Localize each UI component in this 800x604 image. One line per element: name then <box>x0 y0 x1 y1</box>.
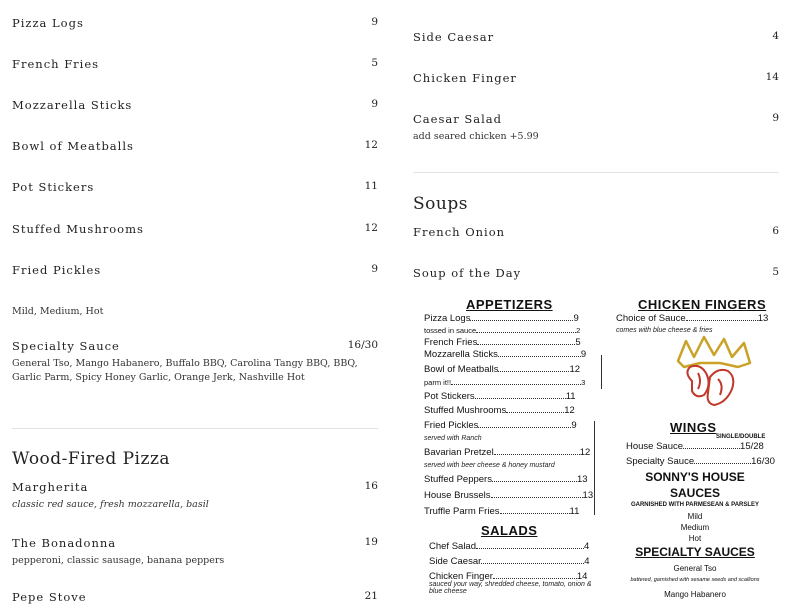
item-price: 5 <box>371 57 378 69</box>
crown-icon <box>678 337 750 367</box>
item-price: 6 <box>772 225 779 237</box>
menu-item <box>12 263 378 277</box>
menu-image-house-sauce: Hot <box>688 534 702 543</box>
menu-image-item: Stuffed Mushrooms 12 <box>424 405 575 416</box>
menu-image-house-sauce: Mild <box>687 512 703 521</box>
section-divider <box>12 428 378 429</box>
menu-item <box>12 57 378 71</box>
menu-image-item: Mozzarella Sticks 9 <box>424 349 587 360</box>
item-name: Fried Pickles <box>12 263 102 277</box>
menu-image-item: Side Caesar 4 <box>429 556 590 567</box>
item-name: Caesar Salad <box>413 112 503 126</box>
item-name: Side Caesar <box>413 30 495 44</box>
menu-image-item: Bowl of Meatballs 12 <box>424 364 581 375</box>
item-name: French Onion <box>413 225 506 239</box>
item-name: Bowl of Meatballs <box>12 139 134 153</box>
menu-image-wings-title: WINGS <box>670 420 717 435</box>
menu-image-item: French Fries 5 <box>424 337 581 348</box>
menu-image-house-sauce: Medium <box>680 523 710 532</box>
menu-image-item: Truffle Parm Fries 11 <box>424 506 580 517</box>
menu-image-specialty-sauce: General Tso <box>673 564 717 573</box>
menu-image-specialty-title: SPECIALTY SAUCES <box>635 545 755 559</box>
menu-image-appetizers-title: APPETIZERS <box>466 297 553 312</box>
item-price: 9 <box>371 263 378 275</box>
menu-image-item: Pizza Logs 9 <box>424 313 579 324</box>
menu-item <box>413 112 779 144</box>
menu-item <box>12 536 378 568</box>
menu-image-item: Pot Stickers 11 <box>424 391 576 402</box>
menu-item <box>413 30 779 44</box>
item-name: Pepe Stove <box>12 590 87 604</box>
item-name: Pizza Logs <box>12 16 84 30</box>
menu-item <box>413 225 779 239</box>
menu-image-item: Chef Salad 4 <box>429 541 590 552</box>
menu-image-note: served with Ranch <box>424 435 482 442</box>
menu-image-note: sauced your way, shredded cheese, tomato, onion & blue cheese <box>429 581 592 595</box>
item-price: 19 <box>364 536 378 548</box>
menu-image-item: Choice of Sauce 13 <box>616 313 769 324</box>
wing-sauces-note: Mild, Medium, Hot <box>12 306 104 317</box>
item-name: Mozzarella Sticks <box>12 98 133 112</box>
item-price: 9 <box>371 16 378 28</box>
menu-item <box>12 480 378 512</box>
item-price: 11 <box>364 180 378 192</box>
item-description: add seared chicken +5.99 <box>413 131 539 142</box>
item-name: Margherita <box>12 480 89 494</box>
menu-image-item: tossed in sauce 2 <box>424 326 581 335</box>
menu-image-item: Fried Pickles 9 <box>424 420 577 431</box>
item-description: pepperoni, classic sausage, banana peppers <box>12 555 225 566</box>
menu-image-item: parm it!! 3 <box>424 378 586 387</box>
section-divider <box>413 172 779 173</box>
item-name: Specialty Sauce <box>12 339 120 353</box>
item-price: 21 <box>364 590 378 602</box>
item-name: Soup of the Day <box>413 266 522 280</box>
menu-item-specialty-sauce <box>12 339 378 385</box>
item-name: Pot Stickers <box>12 180 95 194</box>
item-price: 14 <box>765 71 779 83</box>
menu-image-wings-size: SINGLE/DOUBLE <box>716 434 766 440</box>
menu-image-item: Chicken Finger 14 <box>429 571 588 582</box>
menu-item <box>12 16 378 30</box>
section-title-pizza: Wood-Fired Pizza <box>12 449 171 469</box>
menu-image-specialty-sauce: Mango Habanero <box>664 590 726 599</box>
menu-image-item: Specialty Sauce 16/30 <box>626 456 775 467</box>
item-price: 9 <box>772 112 779 124</box>
menu-image-note: comes with blue cheese & fries <box>616 327 713 334</box>
menu-item <box>12 222 378 236</box>
menu-item <box>12 139 378 153</box>
menu-image-item: House Brussels 13 <box>424 490 594 501</box>
menu-image-house-sauces-title-2: SAUCES <box>669 486 720 500</box>
menu-image-house-sauces-title-1: SONNY'S HOUSE <box>645 470 745 484</box>
item-description: General Tso, Mango Habanero, Buffalo BBQ, Carolina Tangy BBQ, BBQ, Garlic Parm, Spicy Honey Garlic, Orange Jerk, Nashville Hot <box>12 358 358 383</box>
item-name: Chicken Finger <box>413 71 517 85</box>
menu-image-item: House Sauce 15/28 <box>626 441 764 452</box>
menu-image-note: battered, garnished with sesame seeds and scallions <box>630 577 760 583</box>
item-price: 12 <box>364 222 378 234</box>
item-price: 16 <box>364 480 378 492</box>
item-price: 12 <box>364 139 378 151</box>
vertical-rule <box>594 421 595 515</box>
menu-image-item: Stuffed Peppers 13 <box>424 474 588 485</box>
item-price: 16/30 <box>347 339 378 351</box>
menu-image-chicken-fingers-title: CHICKEN FINGERS <box>638 297 767 312</box>
menu-image-garnish-note: GARNISHED WITH PARMESEAN & PARSLEY <box>630 502 760 508</box>
item-price: 9 <box>371 98 378 110</box>
menu-item <box>413 71 779 85</box>
menu-image-note: served with beer cheese & honey mustard <box>424 462 555 469</box>
menu-image-salads-title: SALADS <box>481 523 538 538</box>
item-name: The Bonadonna <box>12 536 117 550</box>
menu-image <box>412 293 800 600</box>
menu-item <box>12 180 378 194</box>
menu-item <box>12 98 378 112</box>
item-name: French Fries <box>12 57 100 71</box>
menu-image-item: Bavarian Pretzel 12 <box>424 447 591 458</box>
item-description: classic red sauce, fresh mozzarella, basil <box>12 499 209 510</box>
vertical-rule <box>601 355 602 389</box>
menu-item <box>413 266 779 280</box>
item-price: 5 <box>772 266 779 278</box>
chicken-wings-icon <box>687 366 733 405</box>
crown-chicken-logo <box>670 333 760 423</box>
section-title-soups: Soups <box>413 194 468 214</box>
item-name: Stuffed Mushrooms <box>12 222 144 236</box>
item-price: 4 <box>772 30 779 42</box>
menu-item <box>12 590 378 604</box>
